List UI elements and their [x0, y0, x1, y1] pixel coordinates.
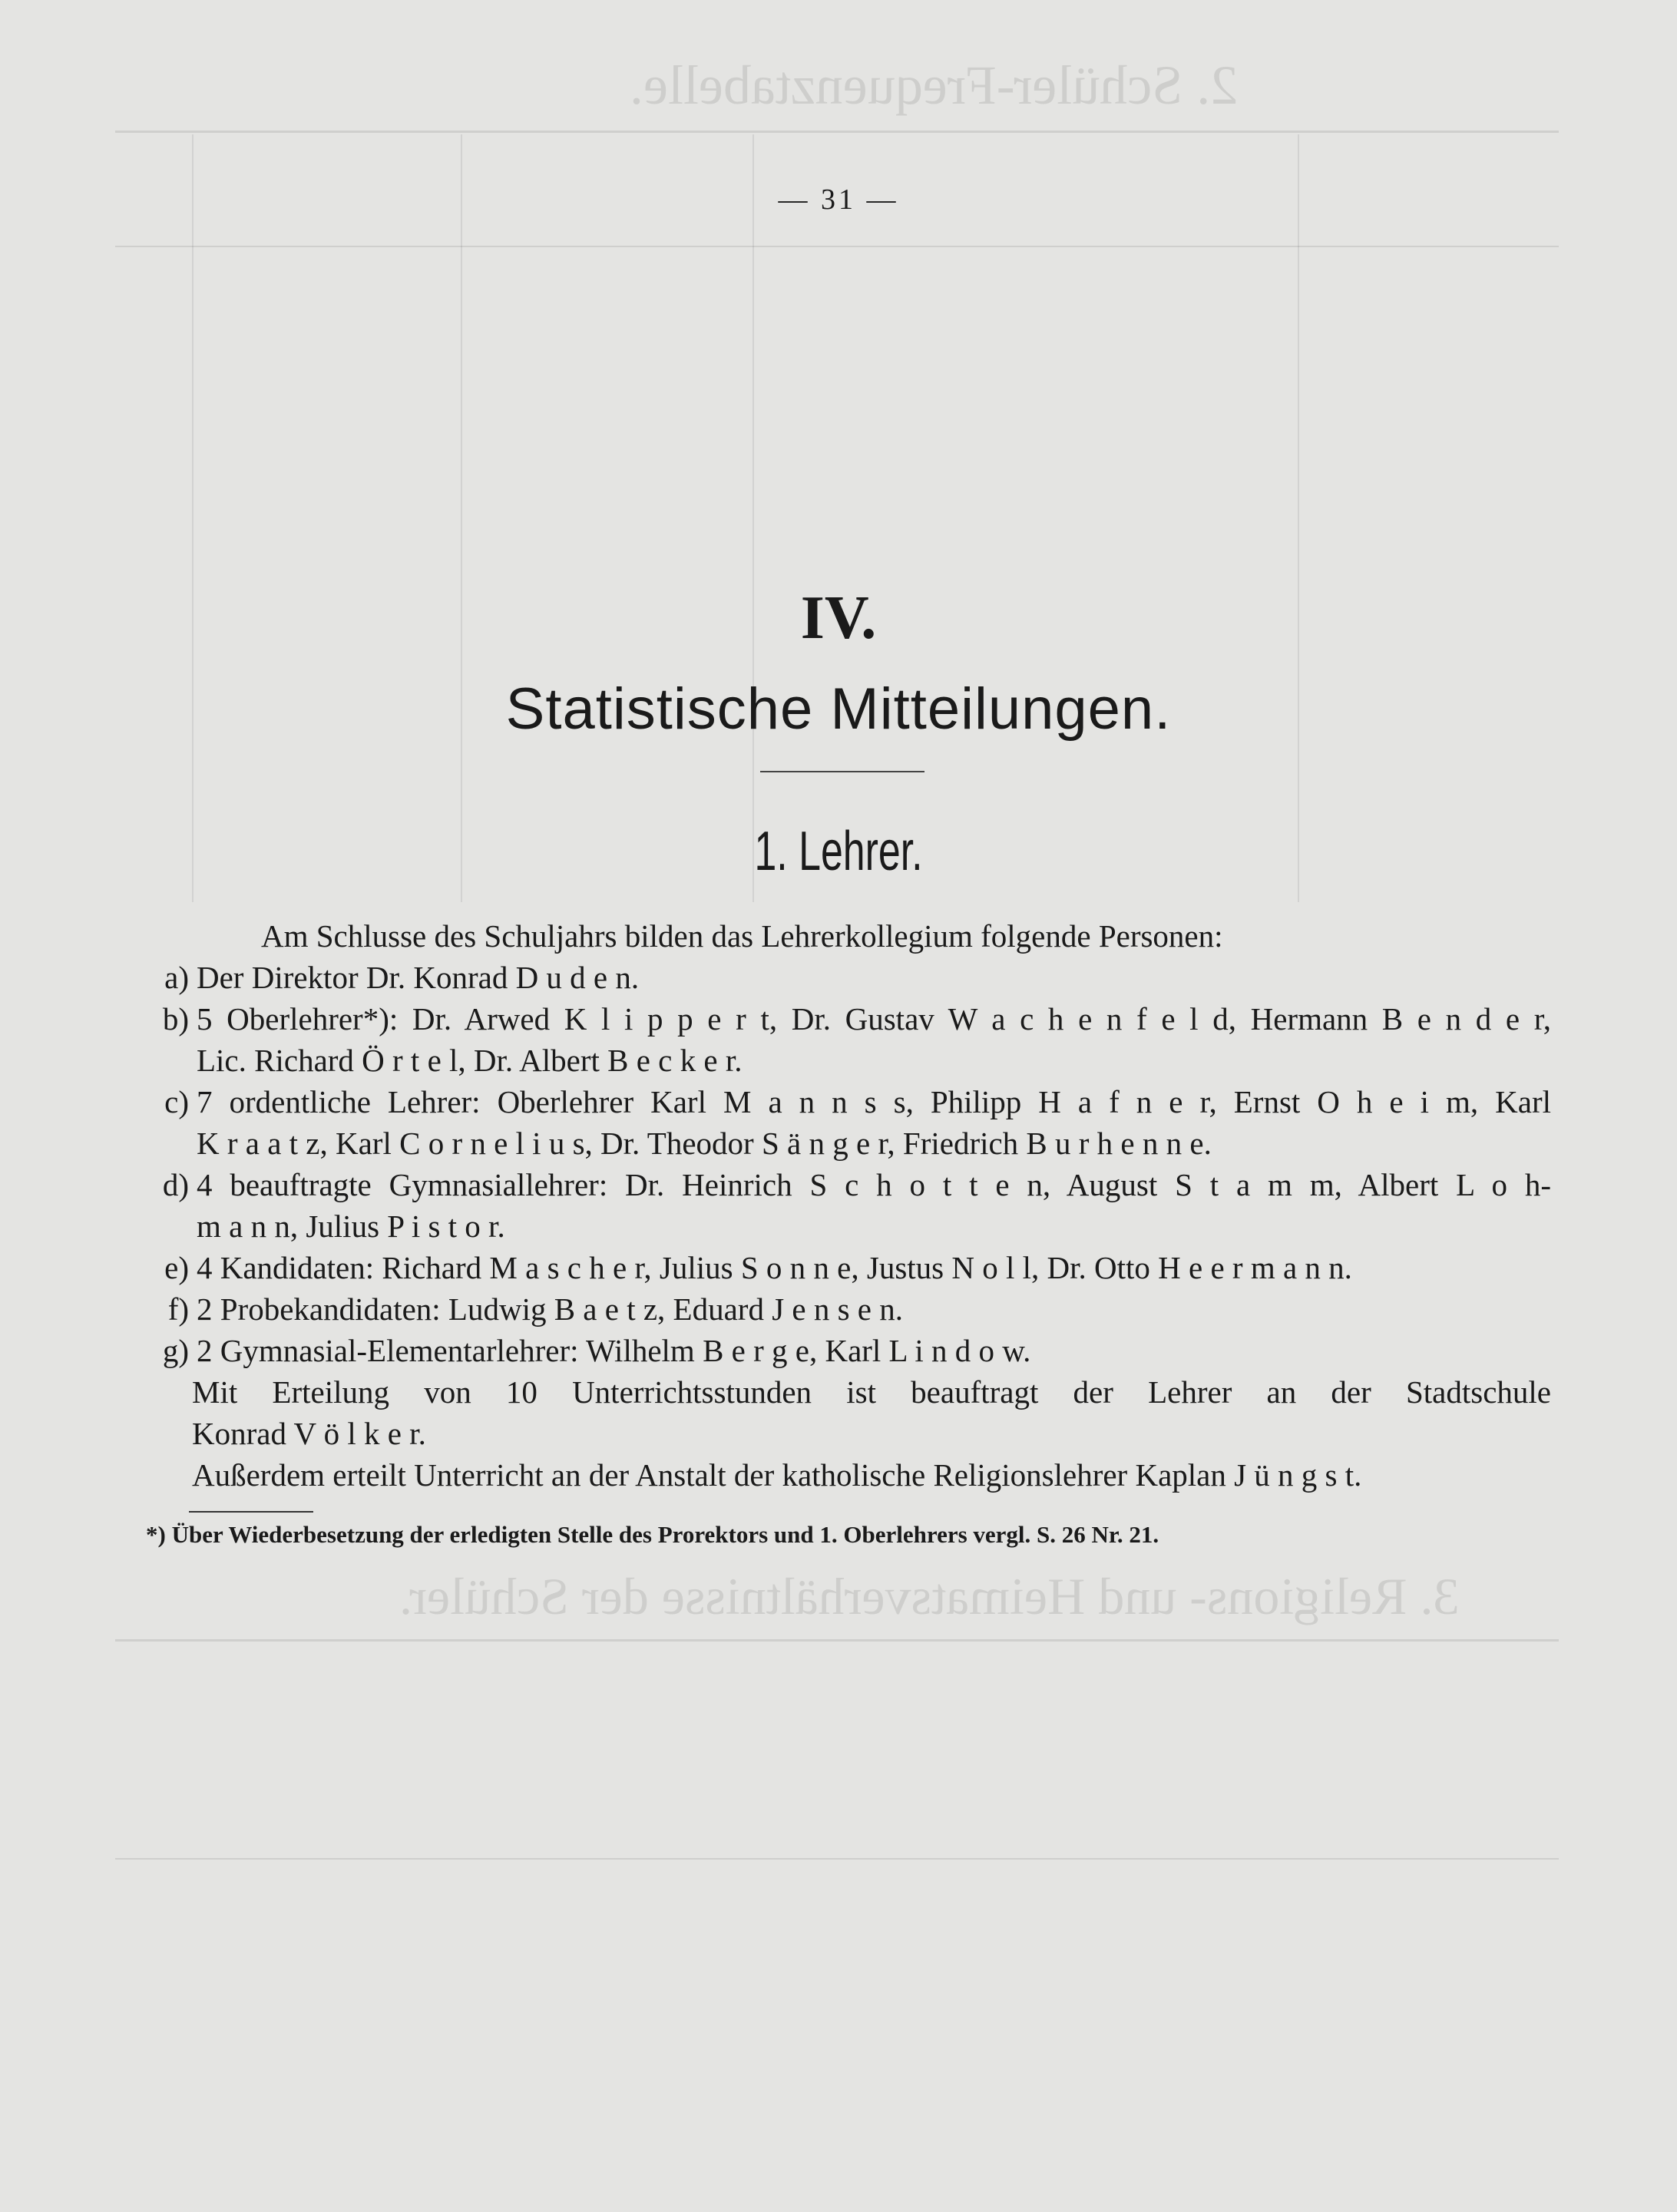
- list-item-line: 2 Probekandidaten: Ludwig B a e t z, Eduard J e n s e n.: [197, 1291, 903, 1327]
- note-line: Konrad V ö l k e r.: [192, 1416, 426, 1451]
- list-item-probekandidaten: [146, 1288, 1551, 1330]
- list-item-text: [197, 1247, 1551, 1288]
- bleed-through-rule-bottom: [115, 1639, 1559, 1642]
- bleed-through-col-3: [752, 134, 754, 902]
- subsection-title: 1. Lehrer.: [754, 821, 923, 882]
- list-item-oberlehrer: [146, 998, 1551, 1081]
- list-item-label: a): [164, 960, 189, 995]
- section-number: IV.: [800, 584, 877, 652]
- section-title: Statistische Mitteilungen.: [505, 676, 1172, 742]
- list-item-line: K r a a t z, Karl C o r n e l i u s, Dr. Theodor S ä n g e r, Friedrich B u r h e n n e.: [197, 1126, 1212, 1161]
- list-item-text: [197, 957, 1551, 998]
- list-item-text: [197, 1164, 1551, 1247]
- list-item-line: m a n n, Julius P i s t o r.: [197, 1208, 505, 1244]
- list-item-beauftragte-lehrer: [146, 1164, 1551, 1247]
- list-item-label: d): [162, 1167, 189, 1202]
- list-item-text: [197, 998, 1551, 1081]
- list-item-line: 4 Kandidaten: Richard M a s c h e r, Julius S o n n e, Justus N o l l, Dr. Otto H e e r m a n n.: [197, 1250, 1352, 1285]
- footnote-divider: [189, 1511, 313, 1513]
- list-item-text: [197, 1288, 1551, 1330]
- list-item-line: Der Direktor Dr. Konrad D u d e n.: [197, 960, 640, 995]
- list-item-elementarlehrer: [146, 1330, 1551, 1371]
- note-line: Mit Erteilung von 10 Unterrichtsstunden ist beauftragt der Lehrer an der Stadtschule: [192, 1374, 1551, 1410]
- bleed-through-col-1: [192, 134, 194, 902]
- footnote: *) Über Wiederbesetzung der erledigten Stelle des Prorektors und 1. Oberlehrers vergl. S. 26 Nr. 21.: [146, 1521, 1159, 1548]
- title-divider: [760, 771, 925, 772]
- list-item-line: 2 Gymnasial-Elementarlehrer: Wilhelm B e r g e, Karl L i n d o w.: [197, 1333, 1031, 1368]
- intro-paragraph: Am Schlusse des Schuljahrs bilden das Lehrerkollegium folgende Personen:: [261, 918, 1223, 954]
- list-item-label: c): [164, 1084, 189, 1119]
- list-item-line: Lic. Richard Ö r t e l, Dr. Albert B e c k e r.: [197, 1043, 743, 1078]
- list-item-kandidaten: [146, 1247, 1551, 1288]
- list-item-director: [146, 957, 1551, 998]
- list-item-line: 5 Oberlehrer*): Dr. Arwed K l i p p e r t, Dr. Gustav W a c h e n f e l d, Hermann B e n d e r,: [197, 1001, 1551, 1037]
- bleed-through-col-2: [461, 134, 462, 902]
- bleed-through-rule-top-2: [115, 246, 1559, 247]
- staff-list: [146, 915, 1551, 1496]
- list-item-text: [197, 1081, 1551, 1164]
- bleed-through-heading-bottom: 3. Religions- und Heimatsverhältnisse der Schüler.: [399, 1567, 1460, 1625]
- list-item-line: 7 ordentliche Lehrer: Oberlehrer Karl M a n n s s, Philipp H a f n e r, Ernst O h e i m, Karl: [197, 1084, 1551, 1119]
- bleed-through-rule-top: [115, 131, 1559, 133]
- list-item-label: g): [162, 1333, 189, 1368]
- note-line: Außerdem erteilt Unterricht an der Anstalt der katholische Religionslehrer Kaplan J ü n g s t.: [192, 1457, 1362, 1493]
- list-item-label: f): [167, 1291, 189, 1327]
- bleed-through-rule-bottom-2: [115, 1858, 1559, 1860]
- bleed-through-heading-top: 2. Schüler-Frequenztabelle.: [630, 55, 1239, 116]
- list-item-text: [197, 1330, 1551, 1371]
- list-item-ordentliche-lehrer: [146, 1081, 1551, 1164]
- list-item-label: e): [164, 1250, 189, 1285]
- bleed-through-col-4: [1298, 134, 1299, 902]
- page-number: — 31 —: [778, 184, 899, 216]
- list-item-label: b): [162, 1001, 189, 1037]
- list-item-line: 4 beauftragte Gymnasiallehrer: Dr. Heinrich S c h o t t e n, August S t a m m, Albert L o h-: [197, 1167, 1551, 1202]
